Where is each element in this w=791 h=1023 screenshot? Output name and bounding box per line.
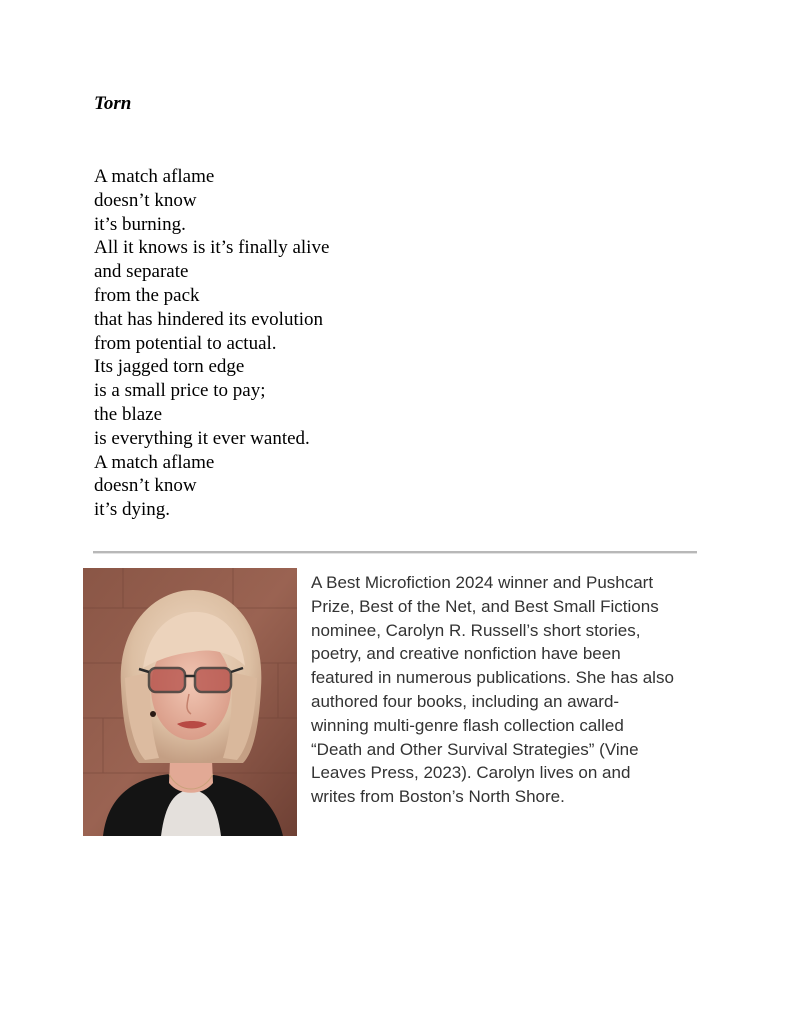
bio-line: nominee, Carolyn R. Russell’s short stories, [311,620,641,640]
poem-line: doesn’t know [94,189,197,211]
bio-line: Prize, Best of the Net, and Best Small Fictions [311,596,659,616]
poem-line: from the pack [94,284,200,306]
bio-line: winning multi-genre flash collection called [311,715,624,735]
bio-line: “Death and Other Survival Strategies” (Vine [311,739,639,759]
bio-line: poetry, and creative nonfiction have been [311,644,621,664]
bio-line: writes from Boston’s North Shore. [311,787,565,807]
poem-line: that has hindered its evolution [94,308,324,330]
poem-line: A match aflame [94,166,215,187]
poem-line: doesn’t know [94,475,197,497]
poem-line: it’s burning. [94,213,186,235]
poem-line: from potential to actual. [94,332,277,354]
poem-line: the blaze [94,403,163,425]
poem-line: is a small price to pay; [94,380,266,402]
section-divider [93,551,697,554]
poem-line: A match aflame [94,451,215,473]
bio-line: authored four books, including an award- [311,691,620,711]
poem-line: All it knows is it’s finally alive [94,237,330,259]
bio-line: Leaves Press, 2023). Carolyn lives on and [311,763,631,783]
poem-line: and separate [94,261,189,283]
bio-line: featured in numerous publications. She has also [311,668,674,688]
poem-line: is everything it ever wanted. [94,427,310,449]
bio-line: A Best Microfiction 2024 winner and Pushcart [311,573,654,592]
poem-title: Torn [94,93,132,114]
poem-body [94,165,329,522]
poem-line: it’s dying. [94,499,171,521]
poem-line: Its jagged torn edge [94,356,245,378]
author-photo [83,568,297,836]
author-bio [311,571,703,809]
